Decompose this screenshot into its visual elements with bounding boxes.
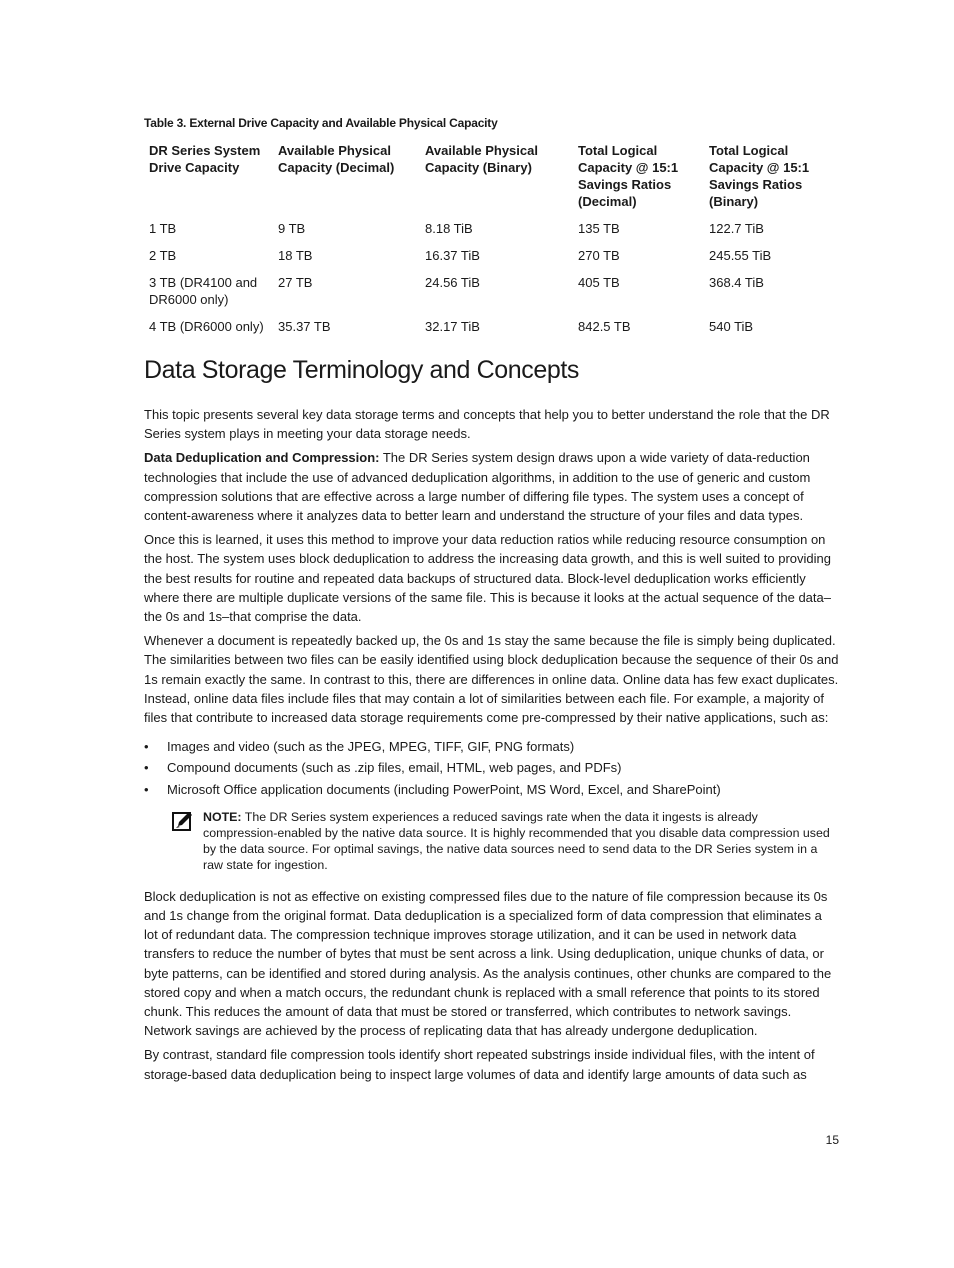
table-cell: 16.37 TiB	[425, 248, 480, 263]
list-item-text: Compound documents (such as .zip files, email, HTML, web pages, and PDFs)	[167, 760, 622, 776]
section-body	[144, 405, 839, 1089]
table-row	[144, 274, 834, 318]
table-cell: 135 TB	[578, 221, 620, 236]
note-callout	[172, 809, 839, 873]
note-text	[203, 809, 833, 873]
table-header-row	[144, 142, 834, 220]
table-cell: 368.4 TiB	[709, 275, 764, 290]
table-header-cell: DR Series System Drive Capacity	[149, 143, 261, 175]
table-cell: 27 TB	[278, 275, 313, 290]
table-cell: 32.17 TiB	[425, 319, 480, 334]
list-item	[144, 737, 839, 756]
bullet-icon: •	[144, 781, 149, 797]
table-cell: 18 TB	[278, 248, 313, 263]
table-cell: 1 TB	[149, 221, 177, 236]
list-item	[144, 780, 839, 799]
table-header-cell: Available Physical Capacity (Binary)	[425, 143, 538, 175]
body-paragraph: Once this is learned, it uses this method to improve your data reduction ratios while reducing resource consumption on the host. The system uses block deduplication to address the increasing data growth, and this is well suited to providing the best results for routine and repeated data backups of structured data. Block-level deduplication works efficiently where there are multiple duplicate versions of the same file. This is because it looks at the actual sequence of the data– the 0s and 1s–that comprise the data.	[144, 532, 831, 625]
file-type-list	[144, 737, 839, 799]
bullet-icon: •	[144, 739, 149, 755]
table-cell: 270 TB	[578, 248, 620, 263]
body-paragraph: By contrast, standard file compression tools identify short repeated substrings inside individual files, with the intent of storage-based data deduplication being to inspect large volumes of data and identify large amounts of data such as	[144, 1047, 815, 1082]
table-cell: 3 TB (DR4100 and DR6000 only)	[149, 275, 258, 307]
table-cell: 122.7 TiB	[709, 221, 764, 236]
table-caption: Table 3. External Drive Capacity and Available Physical Capacity	[144, 116, 498, 130]
table-cell: 2 TB	[149, 248, 177, 263]
table-cell: 4 TB (DR6000 only)	[149, 319, 264, 334]
list-item	[144, 758, 839, 777]
table-cell: 540 TiB	[709, 319, 754, 334]
dedup-text: The DR Series system design draws upon a wide variety of data-reduction technologies that include the use of advanced deduplication algorithms, in addition to the use of generic and custom compression solutions that are effective across a large number of differing file types. The system uses a concept of content-awareness where it analyzes data to better learn and understand the structure of your files and data types.	[144, 450, 811, 524]
table-header-cell: Total Logical Capacity @ 15:1 Savings Ratios (Binary)	[709, 143, 810, 209]
bullet-icon: •	[144, 760, 149, 776]
table-cell: 9 TB	[278, 221, 306, 236]
section-title: Data Storage Terminology and Concepts	[144, 356, 580, 384]
intro-paragraph: This topic presents several key data storage terms and concepts that help you to better understand the role that the DR Series system plays in meeting your data storage needs.	[144, 407, 830, 442]
note-body: The DR Series system experiences a reduced savings rate when the data it ingests is already compression-enabled by the native data source. It is highly recommended that you disable data compression used by the data source. For optimal savings, the native data sources need to send data to the DR Series system in a raw state for ingestion.	[203, 809, 830, 872]
dedup-paragraph	[144, 448, 839, 525]
table-cell: 8.18 TiB	[425, 221, 473, 236]
table-header-cell: Available Physical Capacity (Decimal)	[278, 143, 395, 175]
table-row	[144, 220, 834, 247]
table-cell: 35.37 TB	[278, 319, 331, 334]
dedup-label: Data Deduplication and Compression:	[144, 450, 380, 466]
table-row	[144, 318, 834, 345]
table-cell: 405 TB	[578, 275, 620, 290]
table-header-cell: Total Logical Capacity @ 15:1 Savings Ratios (Decimal)	[578, 143, 679, 209]
table-cell: 842.5 TB	[578, 319, 631, 334]
table-row	[144, 247, 834, 274]
list-item-text: Microsoft Office application documents (including PowerPoint, MS Word, Excel, and SharePoint)	[167, 781, 721, 797]
note-label: NOTE:	[203, 809, 242, 824]
table-cell: 245.55 TiB	[709, 248, 772, 263]
list-item-text: Images and video (such as the JPEG, MPEG, TIFF, GIF, PNG formats)	[167, 739, 575, 755]
body-paragraph: Block deduplication is not as effective on existing compressed files due to the nature of file compression because its 0s and 1s change from the original format. Data deduplication is a specialized form of data compression that eliminates a lot of redundant data. The compression technique improves storage utilization, and it can be used in network data transfers to reduce the number of bytes that must be sent across a link. Using deduplication, unique chunks of data, or byte patterns, can be identified and stored during analysis. As the analysis continues, other chunks are compared to the stored copy and when a match occurs, the redundant chunk is replaced with a small reference that points to its stored chunk. This reduces the amount of data that must be stored or transferred, which contributes to network savings. Network savings are achieved by the process of replicating data that has already undergone deduplication.	[144, 888, 832, 1039]
note-pencil-icon	[172, 810, 194, 832]
table-cell: 24.56 TiB	[425, 275, 480, 290]
capacity-table	[144, 142, 834, 345]
page-number: 15	[825, 1133, 839, 1147]
body-paragraph: Whenever a document is repeatedly backed up, the 0s and 1s stay the same because the file is simply being duplicated. The similarities between two files can be easily identified using block deduplication because the sequence of their 0s and 1s remain exactly the same. In contrast to this, there are differences in online data. Online data has few exact duplicates. Instead, online data files include files that may contain a lot of similarities between each file. For example, a majority of files that contribute to increased data storage requirements come pre-compressed by their native applications, such as:	[144, 633, 839, 726]
